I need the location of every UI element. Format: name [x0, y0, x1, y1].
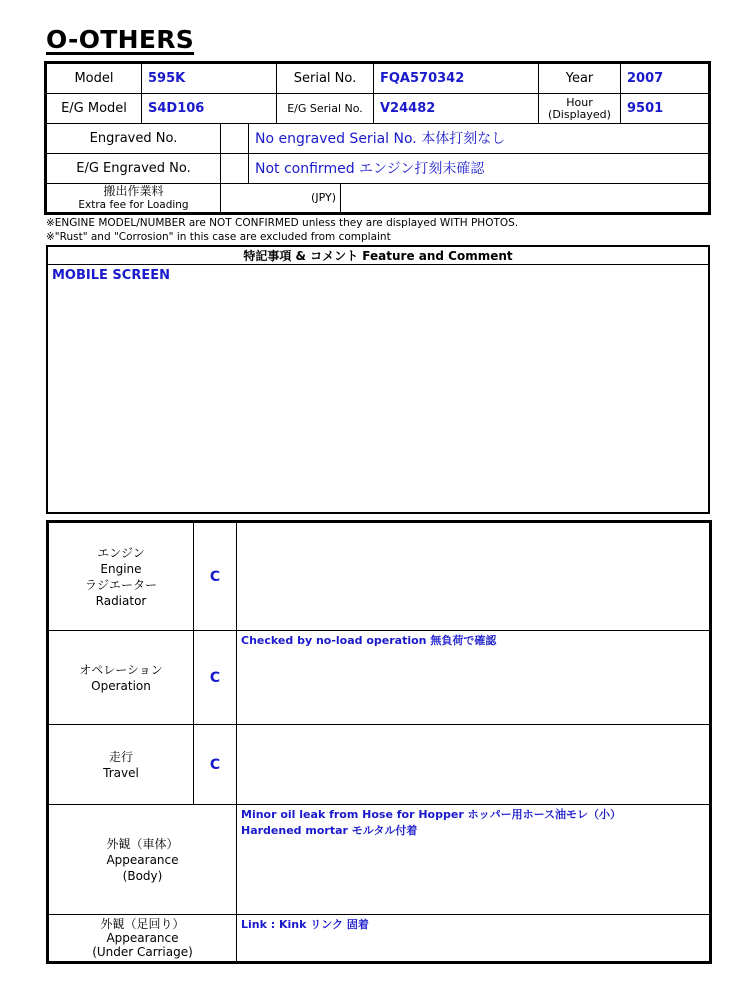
loading-fee-blank [340, 183, 709, 213]
note-engine: ※ENGINE MODEL/NUMBER are NOT CONFIRMED unless they are displayed WITH PHOTOS. [46, 217, 519, 229]
hour-label-line2: (Displayed) [548, 107, 611, 121]
travel-label-jp: 走行 [108, 749, 133, 764]
engine-grade: C [193, 522, 237, 631]
appearance-under-comment: Link : Kink リンク 固着 [241, 918, 369, 931]
loading-fee-value [220, 183, 341, 213]
feature-comment: MOBILE SCREEN [52, 268, 170, 283]
operation-grade: C [193, 630, 237, 725]
hour-label [538, 93, 621, 124]
feature-header: 特記事項 & コメント Feature and Comment [46, 245, 710, 265]
engraved-spacer [220, 123, 249, 154]
travel-comments [236, 724, 710, 805]
note-rust: ※"Rust" and "Corrosion" in this case are excluded from complaint [46, 231, 391, 243]
appearance-under-label [48, 914, 237, 962]
appearance-under-comments [236, 914, 710, 962]
eg-serial-value: V24482 [373, 93, 539, 124]
engine-label-jp: エンジン [97, 545, 145, 560]
currency-label: (JPY) [311, 191, 336, 204]
radiator-label-jp: ラジエーター [84, 577, 157, 592]
appearance-body-label-jp: 外観（車体） [106, 836, 179, 851]
operation-label [48, 630, 194, 725]
appearance-under-label-jp: 外観（足回り） [100, 917, 185, 931]
appearance-under-label-en2: (Under Carriage) [92, 945, 193, 959]
eg-engraved-label: E/G Engraved No. [46, 153, 221, 184]
model-label: Model [46, 63, 142, 94]
operation-label-en: Operation [91, 678, 151, 693]
year-label: Year [538, 63, 621, 94]
hour-label-line1: Hour [566, 95, 593, 109]
travel-label-en: Travel [103, 765, 139, 780]
eg-engraved-spacer [220, 153, 249, 184]
engine-label-en: Engine [100, 561, 142, 576]
radiator-label-en: Radiator [95, 593, 147, 608]
loading-label-jp: 搬出作業料 [103, 184, 164, 198]
page-title: O-OTHERS [46, 25, 195, 54]
travel-grade: C [193, 724, 237, 805]
serial-label: Serial No. [276, 63, 374, 94]
hour-value: 9501 [620, 93, 709, 124]
serial-value: FQA570342 [373, 63, 539, 94]
appearance-body-comment: Minor oil leak from Hose for Hopper ホッパー用ホース油モレ（小） [241, 808, 622, 821]
operation-label-jp: オペレーション [79, 662, 163, 677]
operation-comments [236, 630, 710, 725]
eg-engraved-value: Not confirmed エンジン打刻未確認 [248, 153, 709, 184]
appearance-body-label [48, 804, 237, 915]
loading-label [46, 183, 221, 213]
appearance-under-label-en: Appearance [106, 931, 179, 945]
engine-comments [236, 522, 710, 631]
feature-body [46, 264, 710, 514]
appearance-body-comments [236, 804, 710, 915]
appearance-body-label-en: Appearance [106, 852, 179, 867]
engraved-label: Engraved No. [46, 123, 221, 154]
engraved-value: No engraved Serial No. 本体打刻なし [248, 123, 709, 154]
eg-serial-label: E/G Serial No. [276, 93, 374, 124]
appearance-body-label-en2: (Body) [122, 868, 163, 883]
eg-model-value: S4D106 [141, 93, 277, 124]
eg-model-label: E/G Model [46, 93, 142, 124]
operation-comment: Checked by no-load operation 無負荷で確認 [241, 634, 497, 647]
appearance-body-comment: Hardened mortar モルタル付着 [241, 824, 418, 837]
travel-label [48, 724, 194, 805]
loading-label-en: Extra fee for Loading [78, 199, 189, 211]
engine-label [48, 522, 194, 631]
model-value: 595K [141, 63, 277, 94]
year-value: 2007 [620, 63, 709, 94]
